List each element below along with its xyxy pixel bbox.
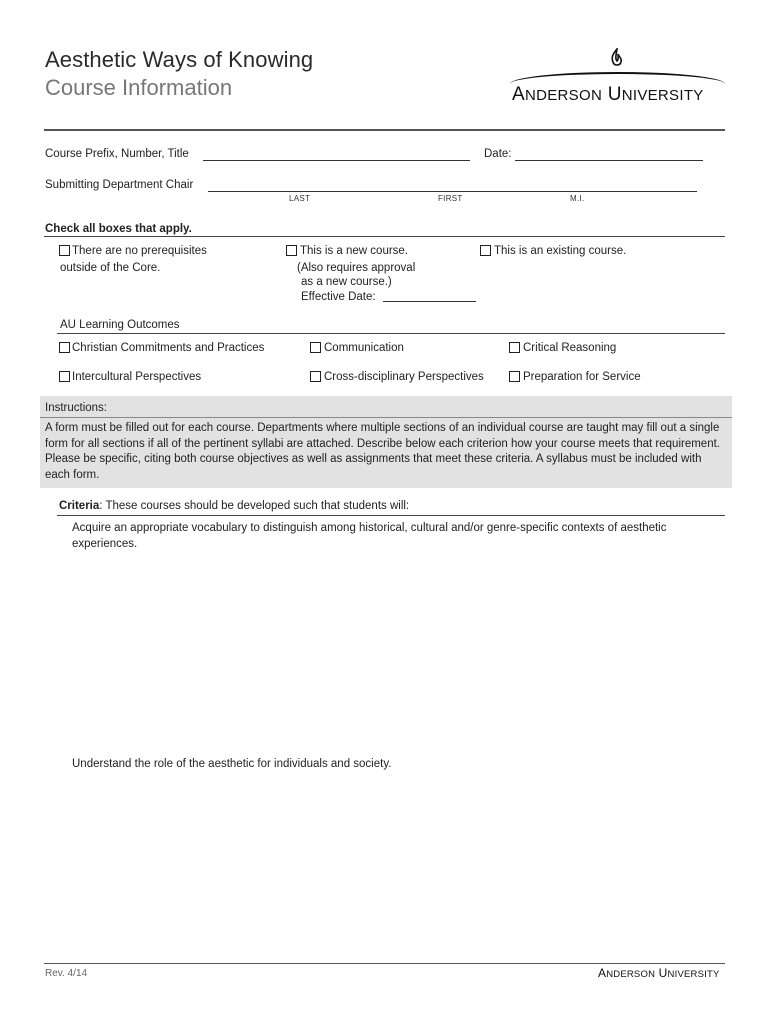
intercultural-perspectives-label: Intercultural Perspectives (72, 371, 202, 383)
cross-disciplinary-checkbox[interactable] (310, 371, 321, 382)
criteria-intro (59, 500, 409, 512)
intercultural-perspectives-checkbox[interactable] (59, 371, 70, 382)
new-course-note-1: (Also requires approval (297, 262, 416, 274)
date-field[interactable] (515, 160, 703, 161)
instructions-title: Instructions: (45, 402, 107, 414)
flame-icon (609, 48, 625, 70)
last-name-caption: LAST (289, 194, 311, 203)
new-course-note-2: as a new course.) (301, 276, 392, 288)
footer-divider (44, 963, 725, 964)
new-course-label: This is a new course. (300, 245, 409, 257)
checkboxes-divider (44, 236, 725, 237)
logo-wordmark: ANDERSON UNIVERSITY (512, 84, 704, 105)
preparation-for-service-label: Preparation for Service (523, 371, 641, 383)
checkboxes-heading: Check all boxes that apply. (45, 223, 192, 235)
criterion-1-text: Acquire an appropriate vocabulary to distinguish among historical, cultural and/or genre-specific contexts of aesthetic experiences. (72, 522, 667, 550)
communication-label: Communication (324, 342, 404, 354)
form-title: Aesthetic Ways of Knowing (45, 47, 314, 72)
existing-course-label: This is an existing course. (494, 245, 627, 257)
logo-arc (510, 72, 725, 84)
course-prefix-label: Course Prefix, Number, Title (45, 148, 189, 160)
department-chair-label: Submitting Department Chair (45, 179, 194, 191)
criterion-2-text: Understand the role of the aesthetic for individuals and society. (72, 758, 392, 770)
criteria-divider (57, 515, 725, 516)
critical-reasoning-label: Critical Reasoning (523, 342, 617, 354)
cross-disciplinary-label: Cross-disciplinary Perspectives (324, 371, 484, 383)
critical-reasoning-checkbox[interactable] (509, 342, 520, 353)
christian-commitments-checkbox[interactable] (59, 342, 70, 353)
instructions-body: A form must be filled out for each course. Departments where multiple sections of an individual course are taught may fill out a single form for all sections if all of the pertinent syllabi are attached. Describe below each criterion how your course meets that requirement. Please be specific, citing both course objectives as well as assignments that meet these criteria. A syllabus must be included with each form. (45, 422, 720, 481)
department-chair-field[interactable] (208, 191, 697, 192)
footer-logo: ANDERSON UNIVERSITY (598, 966, 720, 980)
date-label: Date: (484, 148, 512, 160)
course-prefix-field[interactable] (203, 160, 470, 161)
effective-date-field[interactable] (383, 301, 476, 302)
no-prerequisites-label: There are no prerequisites (72, 245, 207, 257)
effective-date-label: Effective Date: (301, 291, 376, 303)
university-logo (505, 46, 727, 106)
criterion-2-response-area[interactable] (72, 778, 722, 953)
form-subtitle: Course Information (45, 75, 233, 100)
header-divider (44, 129, 725, 131)
outcomes-divider (57, 333, 725, 334)
instructions-divider (40, 417, 732, 418)
no-prerequisites-label-2: outside of the Core. (60, 262, 161, 274)
middle-initial-caption: M.I. (570, 194, 585, 203)
christian-commitments-label: Christian Commitments and Practices (72, 342, 265, 354)
new-course-checkbox[interactable] (286, 245, 297, 256)
first-name-caption: FIRST (438, 194, 463, 203)
criteria-label: Criteria (59, 500, 100, 512)
existing-course-checkbox[interactable] (480, 245, 491, 256)
criteria-intro-text: : These courses should be developed such that students will: (99, 500, 410, 512)
outcomes-heading: AU Learning Outcomes (60, 319, 180, 331)
preparation-for-service-checkbox[interactable] (509, 371, 520, 382)
no-prerequisites-checkbox[interactable] (59, 245, 70, 256)
criterion-1-response-area[interactable] (72, 556, 722, 746)
communication-checkbox[interactable] (310, 342, 321, 353)
revision-label: Rev. 4/14 (45, 968, 88, 979)
